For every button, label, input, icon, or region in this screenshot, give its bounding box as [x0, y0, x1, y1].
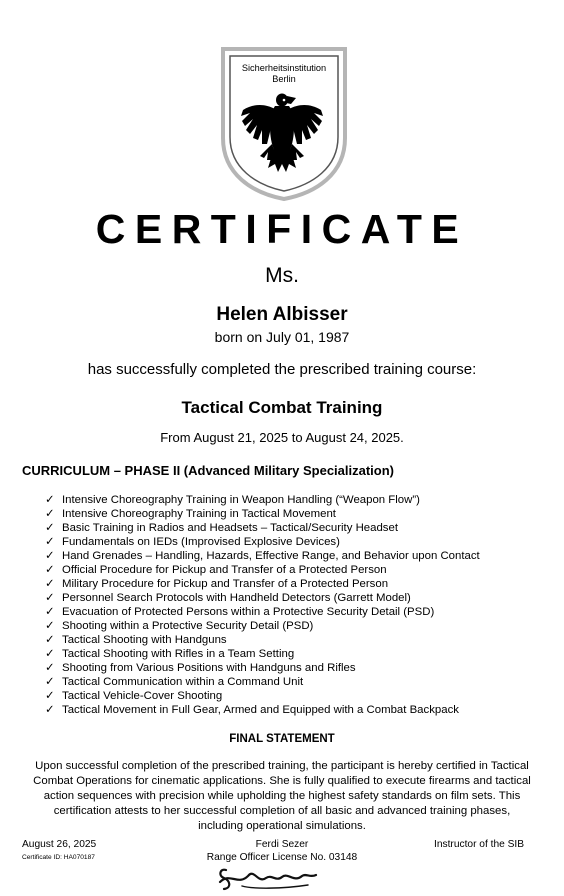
check-icon: ✓ [45, 704, 55, 716]
curriculum-item [45, 661, 545, 675]
birth-line: born on July 01, 1987 [214, 329, 350, 345]
certificate-title: CERTIFICATE [95, 206, 469, 252]
certificate-id: Certificate ID: HA070187 [22, 854, 95, 861]
issue-date: August 26, 2025 [22, 839, 97, 850]
curriculum-item [45, 689, 545, 703]
check-icon: ✓ [45, 522, 55, 534]
curriculum-item-label: Basic Training in Radios and Headsets – Tactical/Security Headset [62, 522, 398, 534]
curriculum-item [45, 619, 545, 633]
final-statement-text: Upon successful completion of the prescribed training, the participant is hereby certified in Tactical Combat Operations for cinematic applications. She is fully qualified to execute firearms and tactical action sequences with precision while upholding the highest safety standards on film sets. This certification attests to her successful completion of all basic and advanced training phases, including operational simulations. [33, 760, 531, 832]
curriculum-item-label: Official Procedure for Pickup and Transfer of a Protected Person [62, 564, 387, 576]
check-icon: ✓ [45, 564, 55, 576]
curriculum-item [45, 535, 545, 549]
curriculum-item-label: Tactical Movement in Full Gear, Armed and Equipped with a Combat Backpack [62, 704, 459, 716]
curriculum-item-label: Intensive Choreography Training in Weapon Handling (“Weapon Flow”) [62, 494, 420, 506]
completion-statement: has successfully completed the prescribed training course: [87, 361, 477, 378]
curriculum-item-label: Intensive Choreography Training in Tactical Movement [62, 508, 336, 520]
curriculum-item-label: Shooting from Various Positions with Handguns and Rifles [62, 662, 356, 674]
salutation: Ms. [265, 264, 299, 287]
person-name: Helen Albisser [216, 304, 348, 325]
instructor-name: Ferdi Sezer [255, 839, 309, 850]
curriculum-heading: CURRICULUM – PHASE II (Advanced Military Specialization) [22, 463, 395, 478]
check-icon: ✓ [45, 606, 55, 618]
check-icon: ✓ [45, 620, 55, 632]
check-icon: ✓ [45, 578, 55, 590]
course-name: Tactical Combat Training [181, 398, 383, 417]
curriculum-item-label: Personnel Search Protocols with Handheld Detectors (Garrett Model) [62, 592, 411, 604]
curriculum-item-label: Shooting within a Protective Security Detail (PSD) [62, 620, 314, 632]
curriculum-item [45, 521, 545, 535]
emblem-text-line1: Sicherheitsinstitution [241, 63, 327, 73]
check-icon: ✓ [45, 494, 55, 506]
curriculum-item [45, 577, 545, 591]
date-range: From August 21, 2025 to August 24, 2025. [160, 430, 404, 445]
check-icon: ✓ [45, 550, 55, 562]
instructor-role: Instructor of the SIB [434, 839, 525, 850]
curriculum-item [45, 591, 545, 605]
curriculum-item [45, 675, 545, 689]
check-icon: ✓ [45, 508, 55, 520]
eagle-shield-icon [220, 46, 348, 202]
curriculum-item [45, 703, 545, 717]
curriculum-item [45, 647, 545, 661]
check-icon: ✓ [45, 536, 55, 548]
check-icon: ✓ [45, 676, 55, 688]
curriculum-item-label: Fundamentals on IEDs (Improvised Explosive Devices) [62, 536, 340, 548]
curriculum-item-label: Tactical Communication within a Command Unit [62, 676, 304, 688]
final-statement-heading: FINAL STATEMENT [229, 733, 335, 745]
curriculum-item-label: Tactical Shooting with Rifles in a Team Setting [62, 648, 295, 660]
check-icon: ✓ [45, 662, 55, 674]
check-icon: ✓ [45, 592, 55, 604]
curriculum-item-label: Hand Grenades – Handling, Hazards, Effective Range, and Behavior upon Contact [62, 550, 480, 562]
curriculum-item-label: Military Procedure for Pickup and Transfer of a Protected Person [62, 578, 389, 590]
curriculum-list [45, 493, 545, 717]
curriculum-item [45, 633, 545, 647]
curriculum-item [45, 493, 545, 507]
curriculum-item [45, 605, 545, 619]
curriculum-item-label: Evacuation of Protected Persons within a Protective Security Detail (PSD) [62, 606, 435, 618]
curriculum-item-label: Tactical Shooting with Handguns [62, 634, 227, 646]
check-icon: ✓ [45, 634, 55, 646]
signature-icon [212, 856, 322, 892]
curriculum-item-label: Tactical Vehicle-Cover Shooting [62, 690, 223, 702]
curriculum-item [45, 563, 545, 577]
check-icon: ✓ [45, 690, 55, 702]
emblem-text-line2: Berlin [272, 74, 296, 84]
license-number: Range Officer License No. 03148 [206, 852, 358, 863]
check-icon: ✓ [45, 648, 55, 660]
curriculum-item [45, 549, 545, 563]
curriculum-item [45, 507, 545, 521]
